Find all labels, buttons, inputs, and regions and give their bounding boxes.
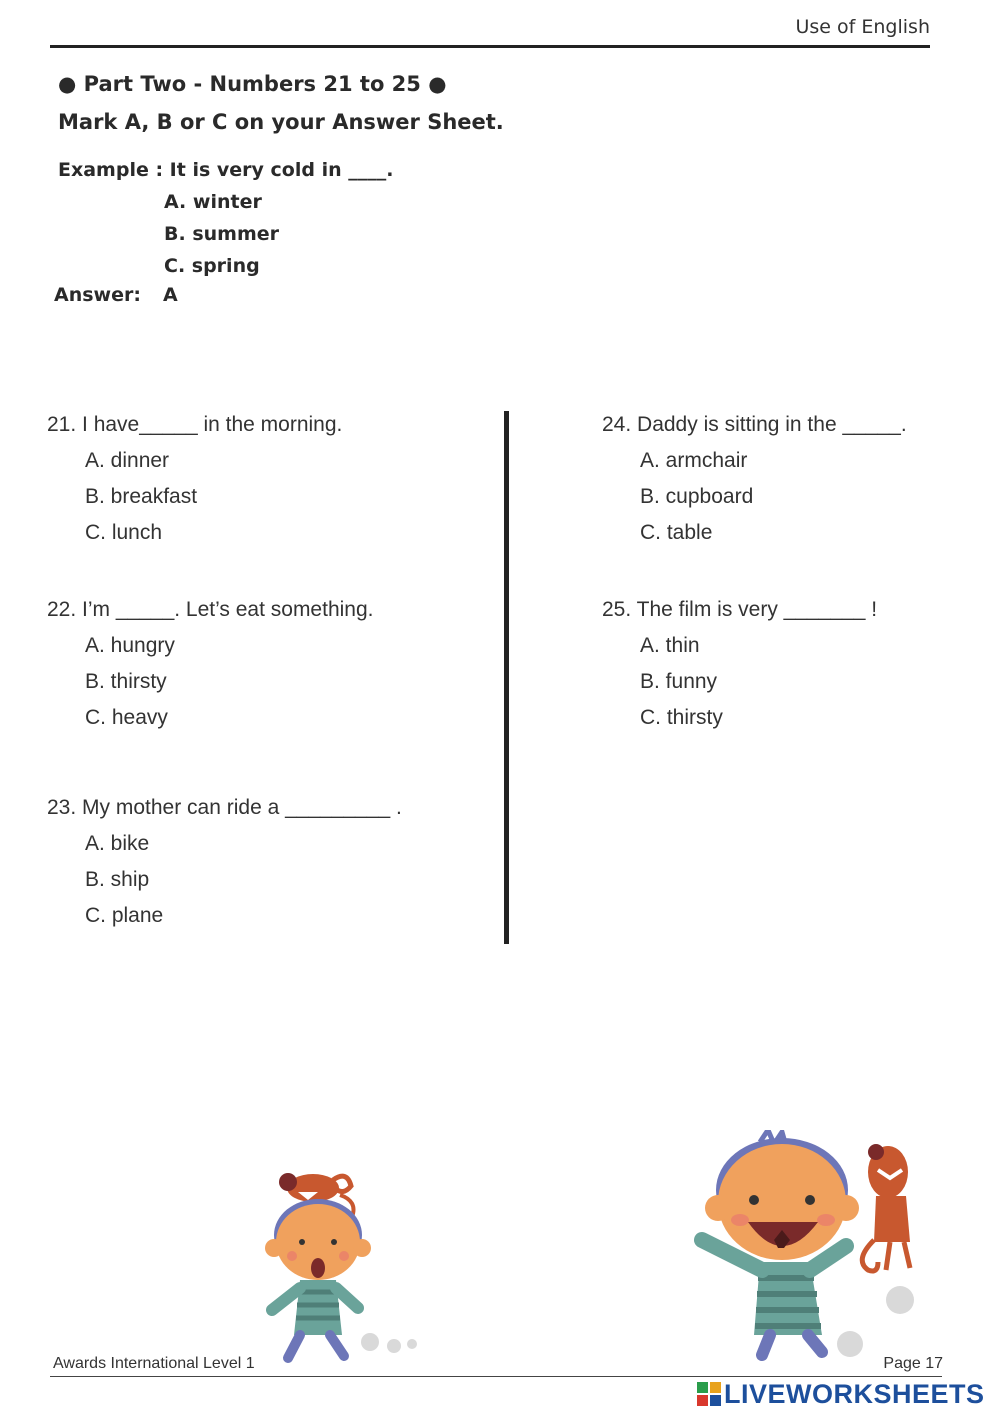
example-option-a: A. winter — [164, 191, 262, 213]
option-b[interactable]: B. breakfast — [85, 485, 198, 508]
option-c[interactable]: C. thirsty — [640, 706, 723, 729]
header-title: Use of English — [795, 16, 930, 38]
child-with-dog-illustration — [258, 1160, 428, 1365]
brand-name: LIVEWORKSHEETS — [724, 1378, 985, 1409]
example-answer — [54, 284, 178, 306]
liveworksheets-logo-icon — [697, 1382, 721, 1406]
option-c[interactable]: C. table — [640, 521, 713, 544]
question-24 — [602, 413, 907, 545]
question-23 — [47, 796, 402, 928]
question-stem: 21. I have_____ in the morning. — [47, 413, 343, 436]
question-stem: 23. My mother can ride a _________ . — [47, 796, 402, 819]
footer-page-number: Page 17 — [883, 1355, 943, 1372]
option-b[interactable]: B. ship — [85, 868, 150, 891]
question-stem: 25. The film is very _______ ! — [602, 598, 878, 621]
option-a[interactable]: A. bike — [85, 832, 150, 855]
option-a[interactable]: A. hungry — [85, 634, 175, 657]
option-b[interactable]: B. funny — [640, 670, 718, 693]
option-a[interactable]: A. armchair — [640, 449, 748, 472]
question-21 — [47, 413, 342, 545]
example-option-c: C. spring — [164, 255, 260, 277]
option-a[interactable]: A. thin — [640, 634, 700, 657]
section-heading: ● Part Two - Numbers 21 to 25 ● — [58, 72, 447, 96]
footer-divider — [50, 1376, 942, 1377]
option-c[interactable]: C. plane — [85, 904, 164, 927]
example-option-b: B. summer — [164, 223, 280, 245]
column-divider — [504, 411, 509, 944]
option-c[interactable]: C. heavy — [85, 706, 168, 729]
option-c[interactable]: C. lunch — [85, 521, 163, 544]
footer-level: Awards International Level 1 — [53, 1355, 255, 1372]
question-stem: 24. Daddy is sitting in the _____. — [602, 413, 907, 436]
question-22 — [47, 598, 373, 730]
question-stem: 22. I’m _____. Let’s eat something. — [47, 598, 374, 621]
liveworksheets-brand — [697, 1378, 985, 1410]
option-a[interactable]: A. dinner — [85, 449, 170, 472]
header-divider — [50, 45, 930, 48]
laughing-child-illustration — [690, 1130, 940, 1365]
option-b[interactable]: B. thirsty — [85, 670, 167, 693]
question-25 — [602, 598, 877, 730]
option-b[interactable]: B. cupboard — [640, 485, 754, 508]
example-answer-label: Answer: — [54, 284, 141, 306]
example-answer-value: A — [162, 284, 178, 306]
section-instruction: Mark A, B or C on your Answer Sheet. — [58, 110, 504, 134]
example-question: Example : It is very cold in ____. — [58, 159, 394, 181]
